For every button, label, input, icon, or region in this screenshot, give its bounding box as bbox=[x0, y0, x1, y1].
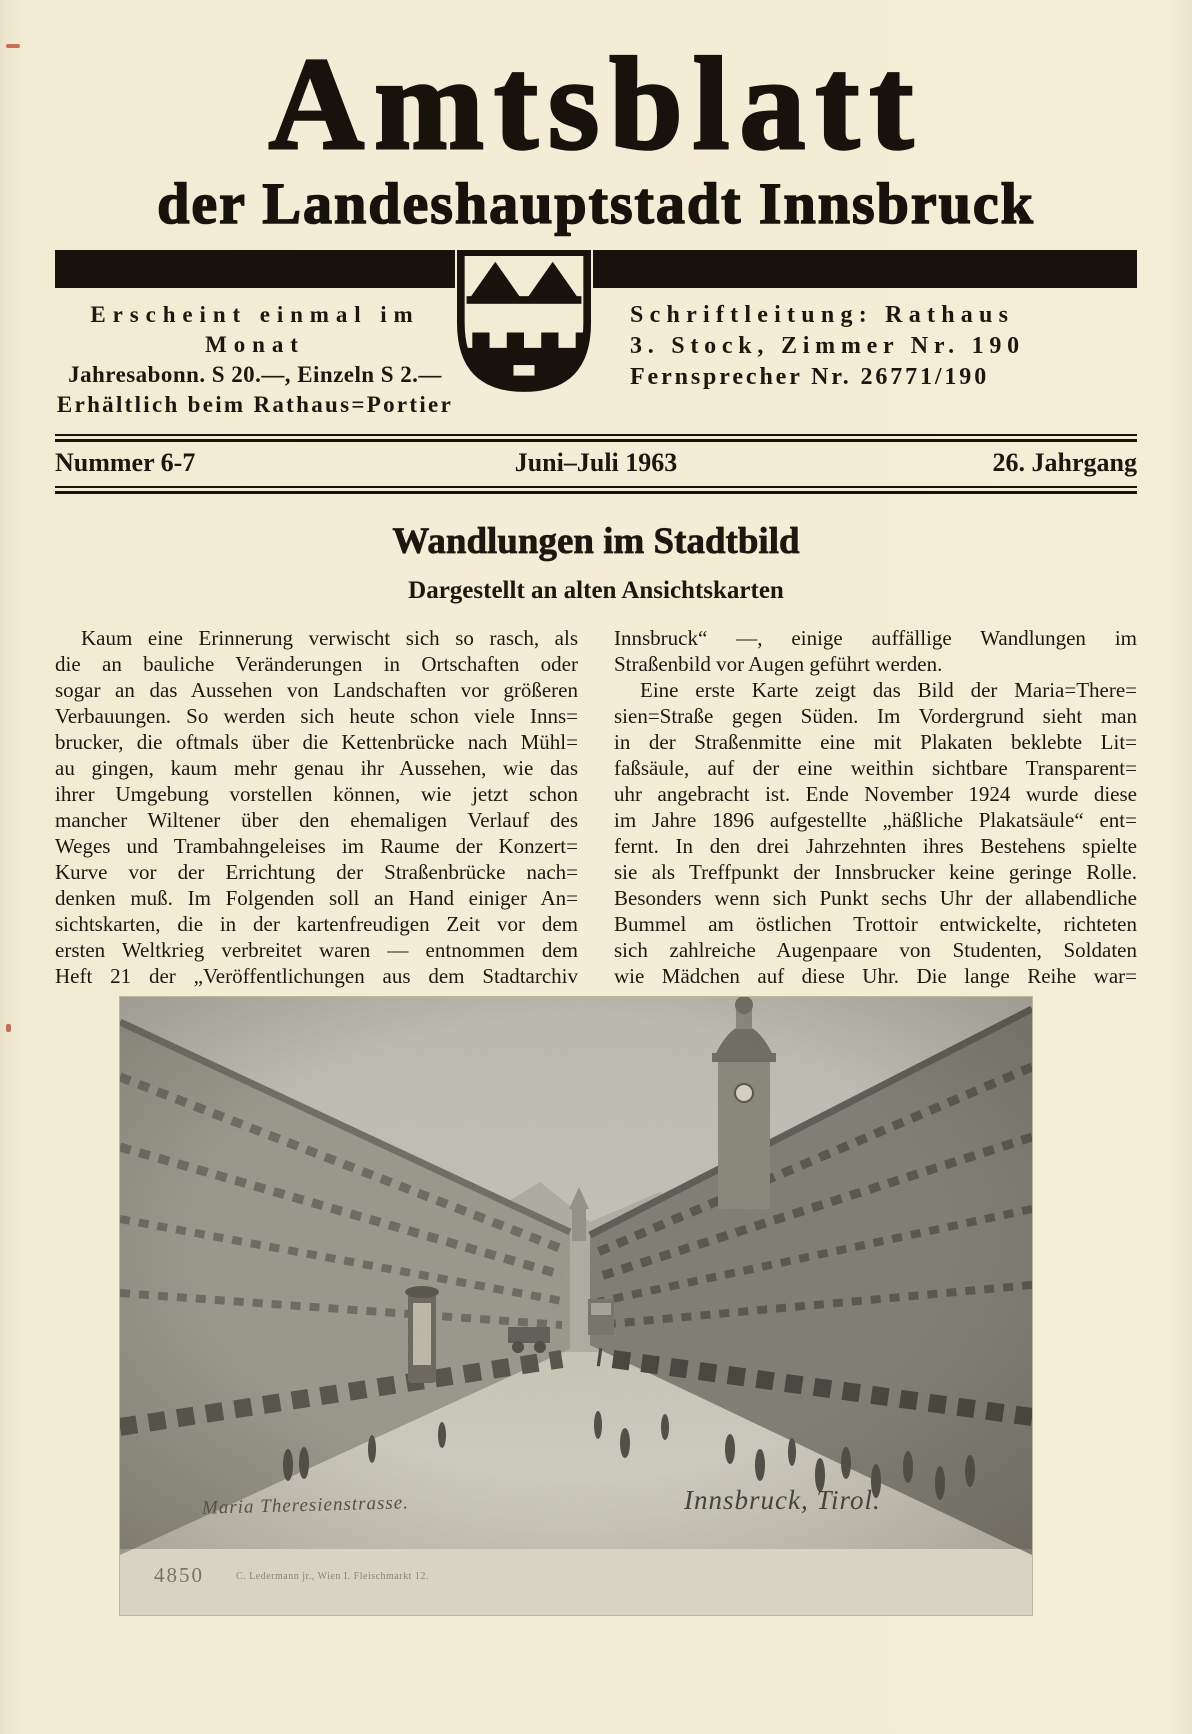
scan-artifact bbox=[6, 1024, 11, 1032]
text-line: Weges und Trambahngeleises im Raume der Konzert= bbox=[55, 833, 578, 858]
text-line: sie als Treffpunkt der Innsbrucker keine geringe Rolle. bbox=[614, 859, 1137, 884]
text-line: ersten Weltkrieg verbreitet waren — entnommen dem bbox=[55, 937, 578, 962]
text-column-right bbox=[614, 625, 1137, 989]
issue-number: Nummer 6-7 bbox=[55, 447, 196, 477]
text-line: Eine erste Karte zeigt das Bild der Maria=There= bbox=[640, 677, 1137, 702]
text-line: Kurve vor der Errichtung der Straßenbrücke nach= bbox=[55, 859, 578, 884]
publication-info bbox=[55, 300, 455, 420]
masthead-bars bbox=[55, 250, 1137, 288]
innsbruck-coat-of-arms-icon bbox=[455, 250, 593, 394]
text-line: mancher Wiltener über den ehemaligen Verlauf des bbox=[55, 807, 578, 832]
text-line: ihrer Umgebung vorstellen können, wie jetzt schon bbox=[55, 781, 578, 806]
masthead-title: Amtsblatt bbox=[268, 30, 924, 177]
text-line: fernt. In den drei Jahrzehnten ihres Bestehens spielte bbox=[614, 833, 1137, 858]
text-line: Straßenbild vor Augen geführt werden. bbox=[614, 651, 943, 676]
postcard-serial-number: 4850 bbox=[154, 1562, 204, 1587]
postcard-caption-street: Maria Theresienstrasse. bbox=[201, 1492, 410, 1519]
editorial-info bbox=[630, 300, 1137, 420]
text-line: Innsbruck“ —, einige auffällige Wandlungen im bbox=[614, 625, 1137, 650]
text-line: au gingen, kaum mehr genau ihr Aussehen, wie das bbox=[55, 755, 578, 780]
text-line: Besonders wenn sich Punkt sechs Uhr der allabendliche bbox=[614, 885, 1137, 910]
postcard-caption-city: Innsbruck, Tirol. bbox=[684, 1484, 881, 1515]
divider-rule-top bbox=[55, 434, 1137, 442]
issue-date: Juni–Juli 1963 bbox=[514, 447, 678, 477]
text-line: uhr angebracht ist. Ende November 1924 wurde diese bbox=[614, 781, 1137, 806]
editorial-phone: Fernsprecher Nr. 26771/190 bbox=[630, 363, 990, 390]
scan-artifact bbox=[6, 44, 20, 48]
editorial-room: 3. Stock, Zimmer Nr. 190 bbox=[630, 332, 1025, 359]
text-line: im Jahre 1896 aufgestellte „häßliche Plakatsäule“ ent= bbox=[614, 807, 1137, 832]
gazette-page bbox=[0, 30, 1192, 1734]
text-line: Heft 21 der „Veröffentlichungen aus dem Stadtarchiv bbox=[55, 963, 578, 988]
masthead-info bbox=[55, 300, 1137, 420]
postcard-photo bbox=[120, 997, 1032, 1615]
editorial-office: Schriftleitung: Rathaus bbox=[630, 301, 1015, 328]
article-title: Wandlungen im Stadtbild bbox=[392, 520, 800, 562]
subscription-price: Jahresabonn. S 20.—, Einzeln S 2.— bbox=[68, 361, 442, 387]
masthead-bar-left bbox=[55, 250, 455, 288]
issue-line bbox=[55, 448, 1137, 478]
text-line: Bummel am östlichen Trottoir entwickelte, richteten bbox=[614, 911, 1137, 936]
text-column-left bbox=[55, 625, 578, 989]
article-body bbox=[55, 625, 1137, 989]
text-line: brucker, die oftmals über die Kettenbrücke nach Mühl= bbox=[55, 729, 578, 754]
masthead-subtitle: der Landeshauptstadt Innsbruck bbox=[157, 171, 1035, 236]
masthead-middle bbox=[55, 250, 1137, 420]
text-line: die an bauliche Veränderungen in Ortschaften oder bbox=[55, 651, 578, 676]
masthead-bar-right bbox=[593, 250, 1137, 288]
issue-volume: 26. Jahrgang bbox=[992, 447, 1137, 477]
availability-note: Erhältlich beim Rathaus=Portier bbox=[56, 391, 454, 417]
postcard-publisher-credit: C. Ledermann jr., Wien I. Fleischmarkt 12. bbox=[236, 1570, 429, 1582]
text-line: faßsäule, auf der eine weithin sichtbare Transparent= bbox=[614, 755, 1137, 780]
text-line: sien=Straße gegen Süden. Im Vordergrund sieht man bbox=[614, 703, 1137, 728]
text-line: Kaum eine Erinnerung verwischt sich so rasch, als bbox=[81, 625, 578, 650]
text-line: Verbauungen. So werden sich heute schon viele Inns= bbox=[55, 703, 578, 728]
text-line: in der Straßenmitte eine mit Plakaten beklebte Lit= bbox=[614, 729, 1137, 754]
text-line: sogar an das Aussehen von Landschaften vor größeren bbox=[55, 677, 578, 702]
text-line: denken muß. Im Folgenden soll an Hand einiger An= bbox=[55, 885, 578, 910]
text-line: sichtskarten, die in der kartenfreudigen Zeit vor dem bbox=[55, 911, 578, 936]
street-scene-illustration bbox=[120, 997, 1032, 1615]
divider-rule-bottom bbox=[55, 486, 1137, 494]
text-line: wie Mädchen auf diese Uhr. Die lange Reihe war= bbox=[614, 963, 1137, 988]
article-subtitle: Dargestellt an alten Ansichtskarten bbox=[408, 576, 784, 604]
text-line: sich zahlreiche Augenpaare von Studenten, Soldaten bbox=[614, 937, 1137, 962]
publication-frequency: Erscheint einmal im Monat bbox=[90, 301, 420, 357]
